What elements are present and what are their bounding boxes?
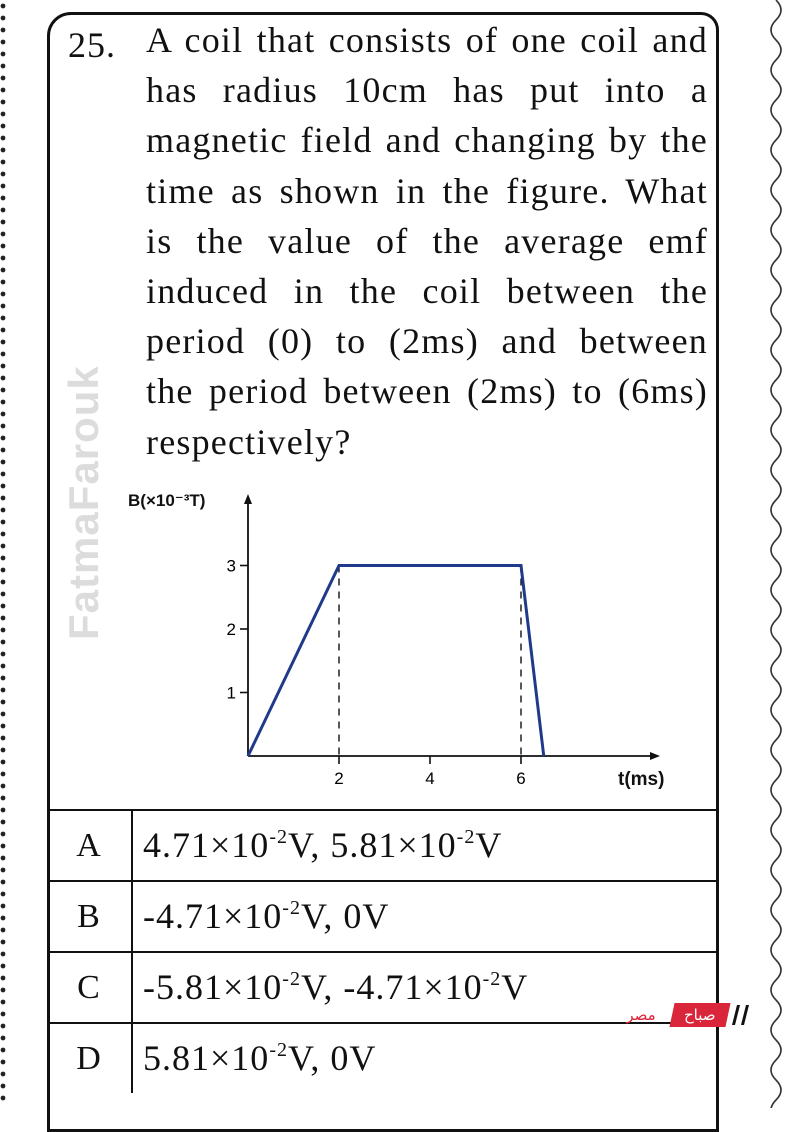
option-text [143, 1024, 376, 1093]
option-letter: C [77, 969, 101, 1006]
logo-box-text: صباح [684, 1006, 716, 1024]
right-wavy-border [752, 0, 800, 1108]
y-axis-label: B(×10⁻³T) [128, 491, 206, 510]
exponent: -2 [282, 897, 301, 919]
site-logo [614, 1003, 754, 1027]
question-text: A coil that consists of one coil and has radius 10cm has put into a magnetic field and changing by the time as shown in the figure. What is the value of the average emf induced in the coil between the period (0) to (2ms) and between the period between (2ms) to (6ms) respectively? [146, 20, 708, 462]
option-text [143, 953, 528, 1022]
logo-bars-icon [732, 1003, 754, 1027]
series-line [248, 566, 544, 757]
option-text [143, 882, 389, 951]
y-tick-label: 2 [226, 620, 236, 639]
option-text-part: V [475, 825, 503, 865]
exponent: -2 [269, 1039, 288, 1061]
x-tick-label: 2 [334, 769, 344, 788]
x-axis-label: t(ms) [618, 769, 665, 790]
option-text-part: 4.71×10 [143, 825, 270, 865]
option-letter: D [76, 1040, 102, 1077]
logo-word: مصر [626, 1006, 656, 1024]
option-text-part: -4.71×10 [143, 896, 283, 936]
x-tick-label: 6 [516, 769, 526, 788]
option-divider [131, 1024, 133, 1093]
answer-options [47, 809, 719, 1093]
x-axis-arrow [650, 752, 660, 760]
option-text-part: V, 5.81×10 [287, 825, 457, 865]
option-row-a[interactable] [47, 809, 719, 880]
question-number: 25. [68, 25, 116, 65]
option-text [143, 811, 502, 880]
left-dotted-border [0, 0, 8, 1108]
exponent: -2 [269, 826, 288, 848]
y-tick-label: 3 [226, 556, 236, 576]
option-letter: A [76, 827, 102, 864]
y-axis-arrow [244, 494, 252, 504]
option-divider [131, 953, 133, 1022]
option-row-d[interactable] [47, 1022, 719, 1093]
x-tick-label: 4 [425, 769, 435, 788]
option-divider [131, 811, 133, 880]
graph-axes [244, 494, 660, 760]
option-text-part: V, 0V [300, 896, 390, 936]
option-letter: B [77, 898, 101, 935]
option-text-part: 5.81×10 [143, 1038, 270, 1078]
b-vs-t-graph [48, 478, 720, 808]
exponent: -2 [456, 826, 476, 848]
option-text-part: V, -4.71×10 [300, 967, 483, 1007]
option-text-part: V, 0V [287, 1038, 377, 1078]
logo-box [669, 1003, 730, 1027]
option-row-b[interactable] [47, 880, 719, 951]
option-divider [131, 882, 133, 951]
option-text-part: -5.81×10 [143, 967, 283, 1007]
option-text-part: V [501, 967, 529, 1007]
exponent: -2 [282, 968, 301, 990]
y-tick-label: 1 [226, 683, 236, 703]
watermark-text: FatmaFarouk [60, 365, 107, 640]
exponent: -2 [482, 968, 502, 990]
